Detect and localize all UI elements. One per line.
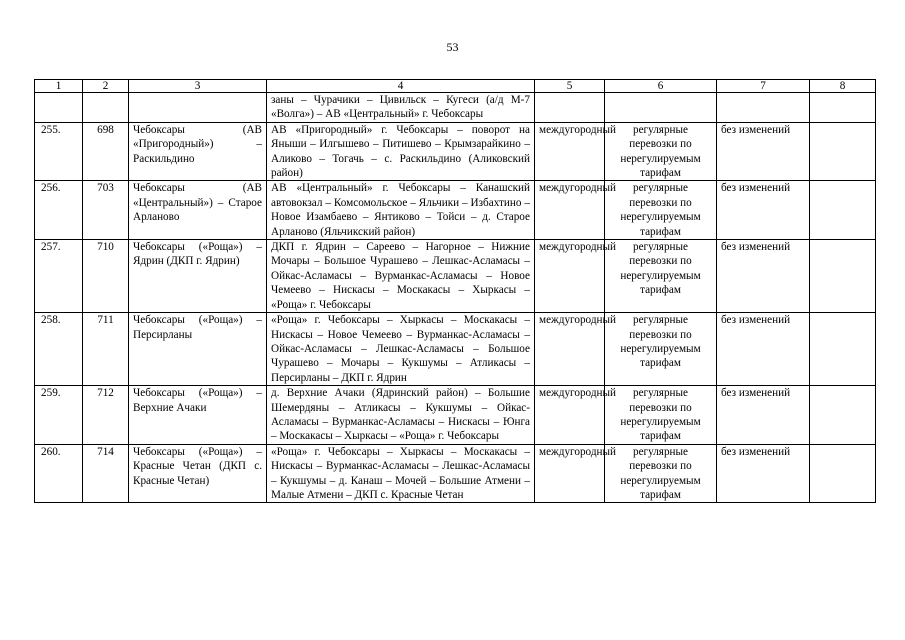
header-cell-7: 7 bbox=[717, 80, 810, 93]
cell-path: «Роща» г. Чебоксары – Хыркасы – Москакасы – Нискасы – Новое Чемеево – Вурманкас-Асламасы – Ойкас-Асламасы – Лешкас-Асламасы – Большое Чурашево – Мочары – Кукшумы – Атликасы – Персирланы – ДКП г. Ядрин bbox=[267, 313, 535, 386]
page-number: 53 bbox=[446, 40, 459, 54]
cell-type: междугородный bbox=[535, 386, 605, 445]
table-row bbox=[35, 386, 876, 445]
cell-type: междугородный bbox=[535, 181, 605, 240]
cell-path: заны – Чурачики – Цивильск – Кугеси (а/д М-7 «Волга») – АВ «Центральный» г. Чебоксары bbox=[267, 93, 535, 123]
cell-path: ДКП г. Ядрин – Сареево – Нагорное – Нижние Мочары – Большое Чурашево – Лешкас-Асламасы – Ойкас-Асламасы – Вурманкас-Асламасы – Новое Чемеево – Нискасы – Москакасы – Хыркасы – «Роща» г. Чебоксары bbox=[267, 240, 535, 313]
table-row bbox=[35, 313, 876, 386]
cell-num bbox=[83, 93, 129, 123]
cell-idx bbox=[35, 93, 83, 123]
cell-change bbox=[717, 93, 810, 123]
cell-name: Чебоксары («Роща») – Верхние Ачаки bbox=[129, 386, 267, 445]
cell-type bbox=[535, 93, 605, 123]
cell-change: без изменений bbox=[717, 240, 810, 313]
cell-note bbox=[810, 444, 876, 503]
cell-idx: 259. bbox=[35, 386, 83, 445]
header-cell-1: 1 bbox=[35, 80, 83, 93]
cell-note bbox=[810, 313, 876, 386]
table-row bbox=[35, 122, 876, 181]
header-cell-4: 4 bbox=[267, 80, 535, 93]
cell-change: без изменений bbox=[717, 122, 810, 181]
routes-table bbox=[34, 79, 876, 503]
cell-num: 710 bbox=[83, 240, 129, 313]
table-header-row bbox=[35, 80, 876, 93]
cell-path: «Роща» г. Чебоксары – Хыркасы – Москакасы – Нискасы – Вурманкас-Асламасы – Лешкас-Асламасы – Кукшумы – д. Канаш – Мочей – Большие Атмени – Малые Атмени – ДКП с. Красные Четан bbox=[267, 444, 535, 503]
cell-change: без изменений bbox=[717, 181, 810, 240]
table-row bbox=[35, 181, 876, 240]
cell-idx: 257. bbox=[35, 240, 83, 313]
cell-type: междугородный bbox=[535, 122, 605, 181]
cell-mode: регулярные перевозки по нерегулируемым тарифам bbox=[605, 240, 717, 313]
cell-mode: регулярные перевозки по нерегулируемым тарифам bbox=[605, 313, 717, 386]
cell-note bbox=[810, 93, 876, 123]
cell-name: Чебоксары («Роща») – Персирланы bbox=[129, 313, 267, 386]
cell-path: д. Верхние Ачаки (Ядринский район) – Большие Шемердяны – Атликасы – Кукшумы – Ойкас-Асламасы – Вурманкас-Асламасы – Нискасы – Юнга – Москакасы – Хыркасы – «Роща» г. Чебоксары bbox=[267, 386, 535, 445]
cell-path: АВ «Пригородный» г. Чебоксары – поворот на Яныши – Илгышево – Питишево – Крымзарайкино – Аликово – Тогачь – с. Раскильдино (Аликовский район) bbox=[267, 122, 535, 181]
cell-note bbox=[810, 181, 876, 240]
cell-type: междугородный bbox=[535, 444, 605, 503]
cell-mode: регулярные перевозки по нерегулируемым тарифам bbox=[605, 122, 717, 181]
table-row bbox=[35, 444, 876, 503]
cell-num: 698 bbox=[83, 122, 129, 181]
cell-idx: 255. bbox=[35, 122, 83, 181]
table-row bbox=[35, 240, 876, 313]
header-cell-6: 6 bbox=[605, 80, 717, 93]
header-cell-3: 3 bbox=[129, 80, 267, 93]
cell-change: без изменений bbox=[717, 444, 810, 503]
cell-name bbox=[129, 93, 267, 123]
cell-idx: 256. bbox=[35, 181, 83, 240]
cell-name: Чебоксары («Роща») – Ядрин (ДКП г. Ядрин) bbox=[129, 240, 267, 313]
cell-mode: регулярные перевозки по нерегулируемым тарифам bbox=[605, 444, 717, 503]
cell-type: междугородный bbox=[535, 240, 605, 313]
cell-change: без изменений bbox=[717, 313, 810, 386]
continuation-row bbox=[35, 93, 876, 123]
cell-num: 703 bbox=[83, 181, 129, 240]
cell-mode bbox=[605, 93, 717, 123]
cell-note bbox=[810, 122, 876, 181]
cell-idx: 258. bbox=[35, 313, 83, 386]
header-cell-2: 2 bbox=[83, 80, 129, 93]
cell-name: Чебоксары (АВ «Центральный») – Старое Арланово bbox=[129, 181, 267, 240]
cell-type: междугородный bbox=[535, 313, 605, 386]
cell-note bbox=[810, 386, 876, 445]
cell-name: Чебоксары (АВ «Пригородный») – Раскильдино bbox=[129, 122, 267, 181]
cell-num: 714 bbox=[83, 444, 129, 503]
cell-idx: 260. bbox=[35, 444, 83, 503]
cell-num: 711 bbox=[83, 313, 129, 386]
cell-path: АВ «Центральный» г. Чебоксары – Канашский автовокзал – Комсомольское – Яльчики – Избахтино – Новое Изамбаево – Янтиково – Тойси – д. Старое Арланово (Яльчикский район) bbox=[267, 181, 535, 240]
cell-num: 712 bbox=[83, 386, 129, 445]
header-cell-5: 5 bbox=[535, 80, 605, 93]
header-cell-8: 8 bbox=[810, 80, 876, 93]
cell-name: Чебоксары («Роща») – Красные Четан (ДКП с. Красные Четан) bbox=[129, 444, 267, 503]
cell-note bbox=[810, 240, 876, 313]
cell-change: без изменений bbox=[717, 386, 810, 445]
cell-mode: регулярные перевозки по нерегулируемым тарифам bbox=[605, 386, 717, 445]
cell-mode: регулярные перевозки по нерегулируемым тарифам bbox=[605, 181, 717, 240]
